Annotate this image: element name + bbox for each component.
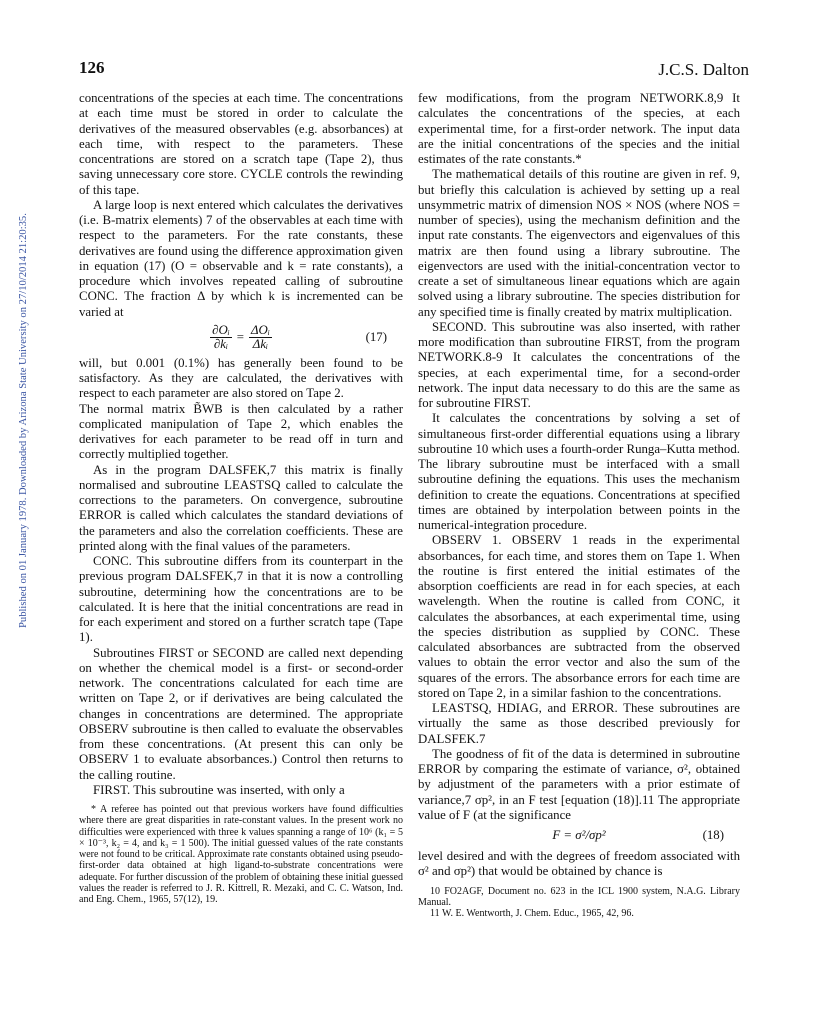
right-column: [418, 91, 740, 919]
page-number: 126: [79, 58, 105, 77]
equation-number: (17): [365, 330, 387, 345]
paragraph: SECOND. This subroutine was also inserted, with rather more modification than subroutine FIRST, from the program NETWORK.8-9 It calculates the concentrations of the species, at each experimental time, for a second-order network. The input data necessary to do this are the same as for subroutine FIRST.: [418, 319, 740, 410]
equation-number: (18): [702, 828, 724, 843]
eq17-lhs: [210, 324, 232, 351]
paragraph: The goodness of fit of the data is determined in subroutine ERROR by comparing the estimate of variance, σ², obtained by adjustment of the parameters with a prior estimate of variance,7 σp², in an F test [equation (18)].11 The appropriate value of F (at the significance: [418, 746, 740, 822]
eq17-lhs-den: ∂kᵢ: [213, 337, 228, 352]
paragraph: It calculates the concentrations by solving a set of simultaneous first-order differential equations using a library subroutine 10 which uses a fourth-order Runga–Kutta method. The library subroutine must be interfaced with a small subroutine defining the equations. This uses the mechanism definition to create the equations. Concentrations at specified times are obtained by interpolation between points in the numerical-integration procedure.: [418, 411, 740, 532]
paragraph: CONC. This subroutine differs from its counterpart in the previous program DALSFEK,7 in that it is now a controlling subroutine, determining how the concentrations are to be calculated. It is here that the initial concentrations are read in for each experiment and stored on a further scratch tape (Tape 1).: [79, 554, 403, 645]
footnote: [79, 804, 403, 906]
paragraph: The normal matrix B̃WB is then calculated by a rather complicated manipulation of Tape 2, which enables the derivatives for each parameter to be read off in turn and correctly multiplied together.: [79, 401, 403, 462]
left-column: [79, 91, 403, 906]
paragraph: The mathematical details of this routine are given in ref. 9, but briefly this calculation is achieved by setting up a real unsymmetric matrix of dimension NOS × NOS (where NOS = number of species), using the mechanism definition and the input rate constants. The eigenvectors and eigenvalues of this matrix are then found using a library subroutine. The eigenvectors are used with the initial-concentration vector to create a set of simultaneous linear equations which are again solved using a library subroutine. The species distribution for any specified time is finally created by matrix multiplication.: [418, 167, 740, 319]
equation-18: [418, 823, 740, 849]
paragraph: A large loop is next entered which calculates the derivatives (i.e. B-matrix elements) 7 of the observables at each time with respect to the parameters. For the rate constants, these derivatives are found using the difference approximation given in equation (17) (O = observable and k = rate constants), a procedure which involves repeated calling of subroutine CONC. The fraction Δ by which k is incremented can be varied at: [79, 197, 403, 319]
paragraph: few modifications, from the program NETWORK.8,9 It calculates the concentrations of the species, at each experimental time, for a first-order network. The input data are the initial concentrations of the species and the initial estimates of the rate constants.*: [418, 91, 740, 166]
paragraph: FIRST. This subroutine was inserted, with only a: [93, 782, 345, 797]
paragraph: Subroutines FIRST or SECOND are called next depending on whether the chemical model is a first- or second-order network. The concentrations calculated for each time are written on Tape 2, or if derivatives are being calculated the changes in concentrations are determined. The appropriate OBSERV subroutine is then called to evaluate the observables from these concentrations. (At present this can only be OBSERV 1 to evaluate absorbances.) Control then returns to the calling routine.: [79, 645, 403, 782]
eq17-rhs-den: Δkᵢ: [252, 337, 269, 352]
eq18-body: F = σ²/σp²: [552, 828, 606, 843]
running-head: J.C.S. Dalton: [658, 60, 749, 79]
paragraph: concentrations of the species at each time. The concentrations at each time must be stored in order to calculate the derivatives of the measured observables (e.g. absorbances) at each time, with respect to the parameters. These concentrations are stored on a scratch tape (Tape 2), thus saving unnecessary core store. CYCLE controls the rewinding of this tape.: [79, 91, 403, 197]
eq17-lhs-num: ∂Oᵢ: [212, 323, 230, 338]
reference-11: 11 W. E. Wentworth, J. Chem. Educ., 1965, 42, 96.: [430, 908, 634, 920]
paragraph: As in the program DALSFEK,7 this matrix is finally normalised and subroutine LEASTSQ called to calculate the corrections to the parameters. On convergence, subroutine ERROR is called which calculates the standard deviations of the parameters and also the correlation coefficients. These are printed along with the final values of the parameters.: [79, 462, 403, 553]
footnote-text: * A referee has pointed out that previous workers have found difficulties where there are great disparities in rate-constant values. In the present work no difficulties were experienced with three k values spanning a range of 10⁶ (k₁ = 5 × 10⁻³, k₂ = 4, and k₃ = 1 500). The initial guessed values of the rate constants were not found to be critical. Approximate rate constants obtained using pseudo-first-order data obtained at high ligand-to-substrate concentrations were adequate. For further discussion of the problem of obtaining these initial guessed values the reader is referred to J. R. Kittrell, R. Mezaki, and C. C. Watson, Ind. and Eng. Chem., 1965, 57(12), 19.: [79, 804, 403, 906]
paragraph: OBSERV 1. OBSERV 1 reads in the experimental absorbances, for each time, and stores them on Tape 1. When the routine is first entered the initial estimates of the absorption coefficients are read in for each species, at each wavelength. When the routine is called from CONC, it calculates the absorbances, at each experimental time, using the species distribution as supplied by CONC. These calculated absorbances are subtracted from the observed values to obtain the error vector and also the sum of the squares of the errors. The absorbance errors for each time are stored on Tape 2, in a similar fashion to the concentrations.: [418, 533, 740, 700]
eq17-rhs-num: ΔOᵢ: [251, 323, 270, 338]
side-watermark: [6, 168, 29, 628]
references: [418, 886, 740, 920]
watermark-text: Published on 01 January 1978. Downloaded by Arizona State University on 27/10/2014 21:20:35.: [18, 213, 29, 628]
reference-10: 10 FO2AGF, Document no. 623 in the ICL 1900 system, N.A.G. Library Manual.: [418, 885, 740, 908]
paragraph: LEASTSQ, HDIAG, and ERROR. These subroutines are virtually the same as those described previously for DALSFEK.7: [418, 701, 740, 746]
eq17-rhs: [249, 324, 272, 351]
paragraph: level desired and with the degrees of freedom associated with σ² and σp²) that would be obtained by chance is: [418, 849, 740, 879]
equation-17: $\frac{\text{∂Oᵢ}}{\text{∂kᵢ}}$ = $\frac{\text{ΔOᵢ}}{\text{Δkᵢ}}$ (17): [212, 323, 387, 352]
paragraph: will, but 0.001 (0.1%) has generally been found to be satisfactory. As they are calculated, the derivatives with respect to each parameter are also stored on Tape 2.: [79, 355, 403, 401]
